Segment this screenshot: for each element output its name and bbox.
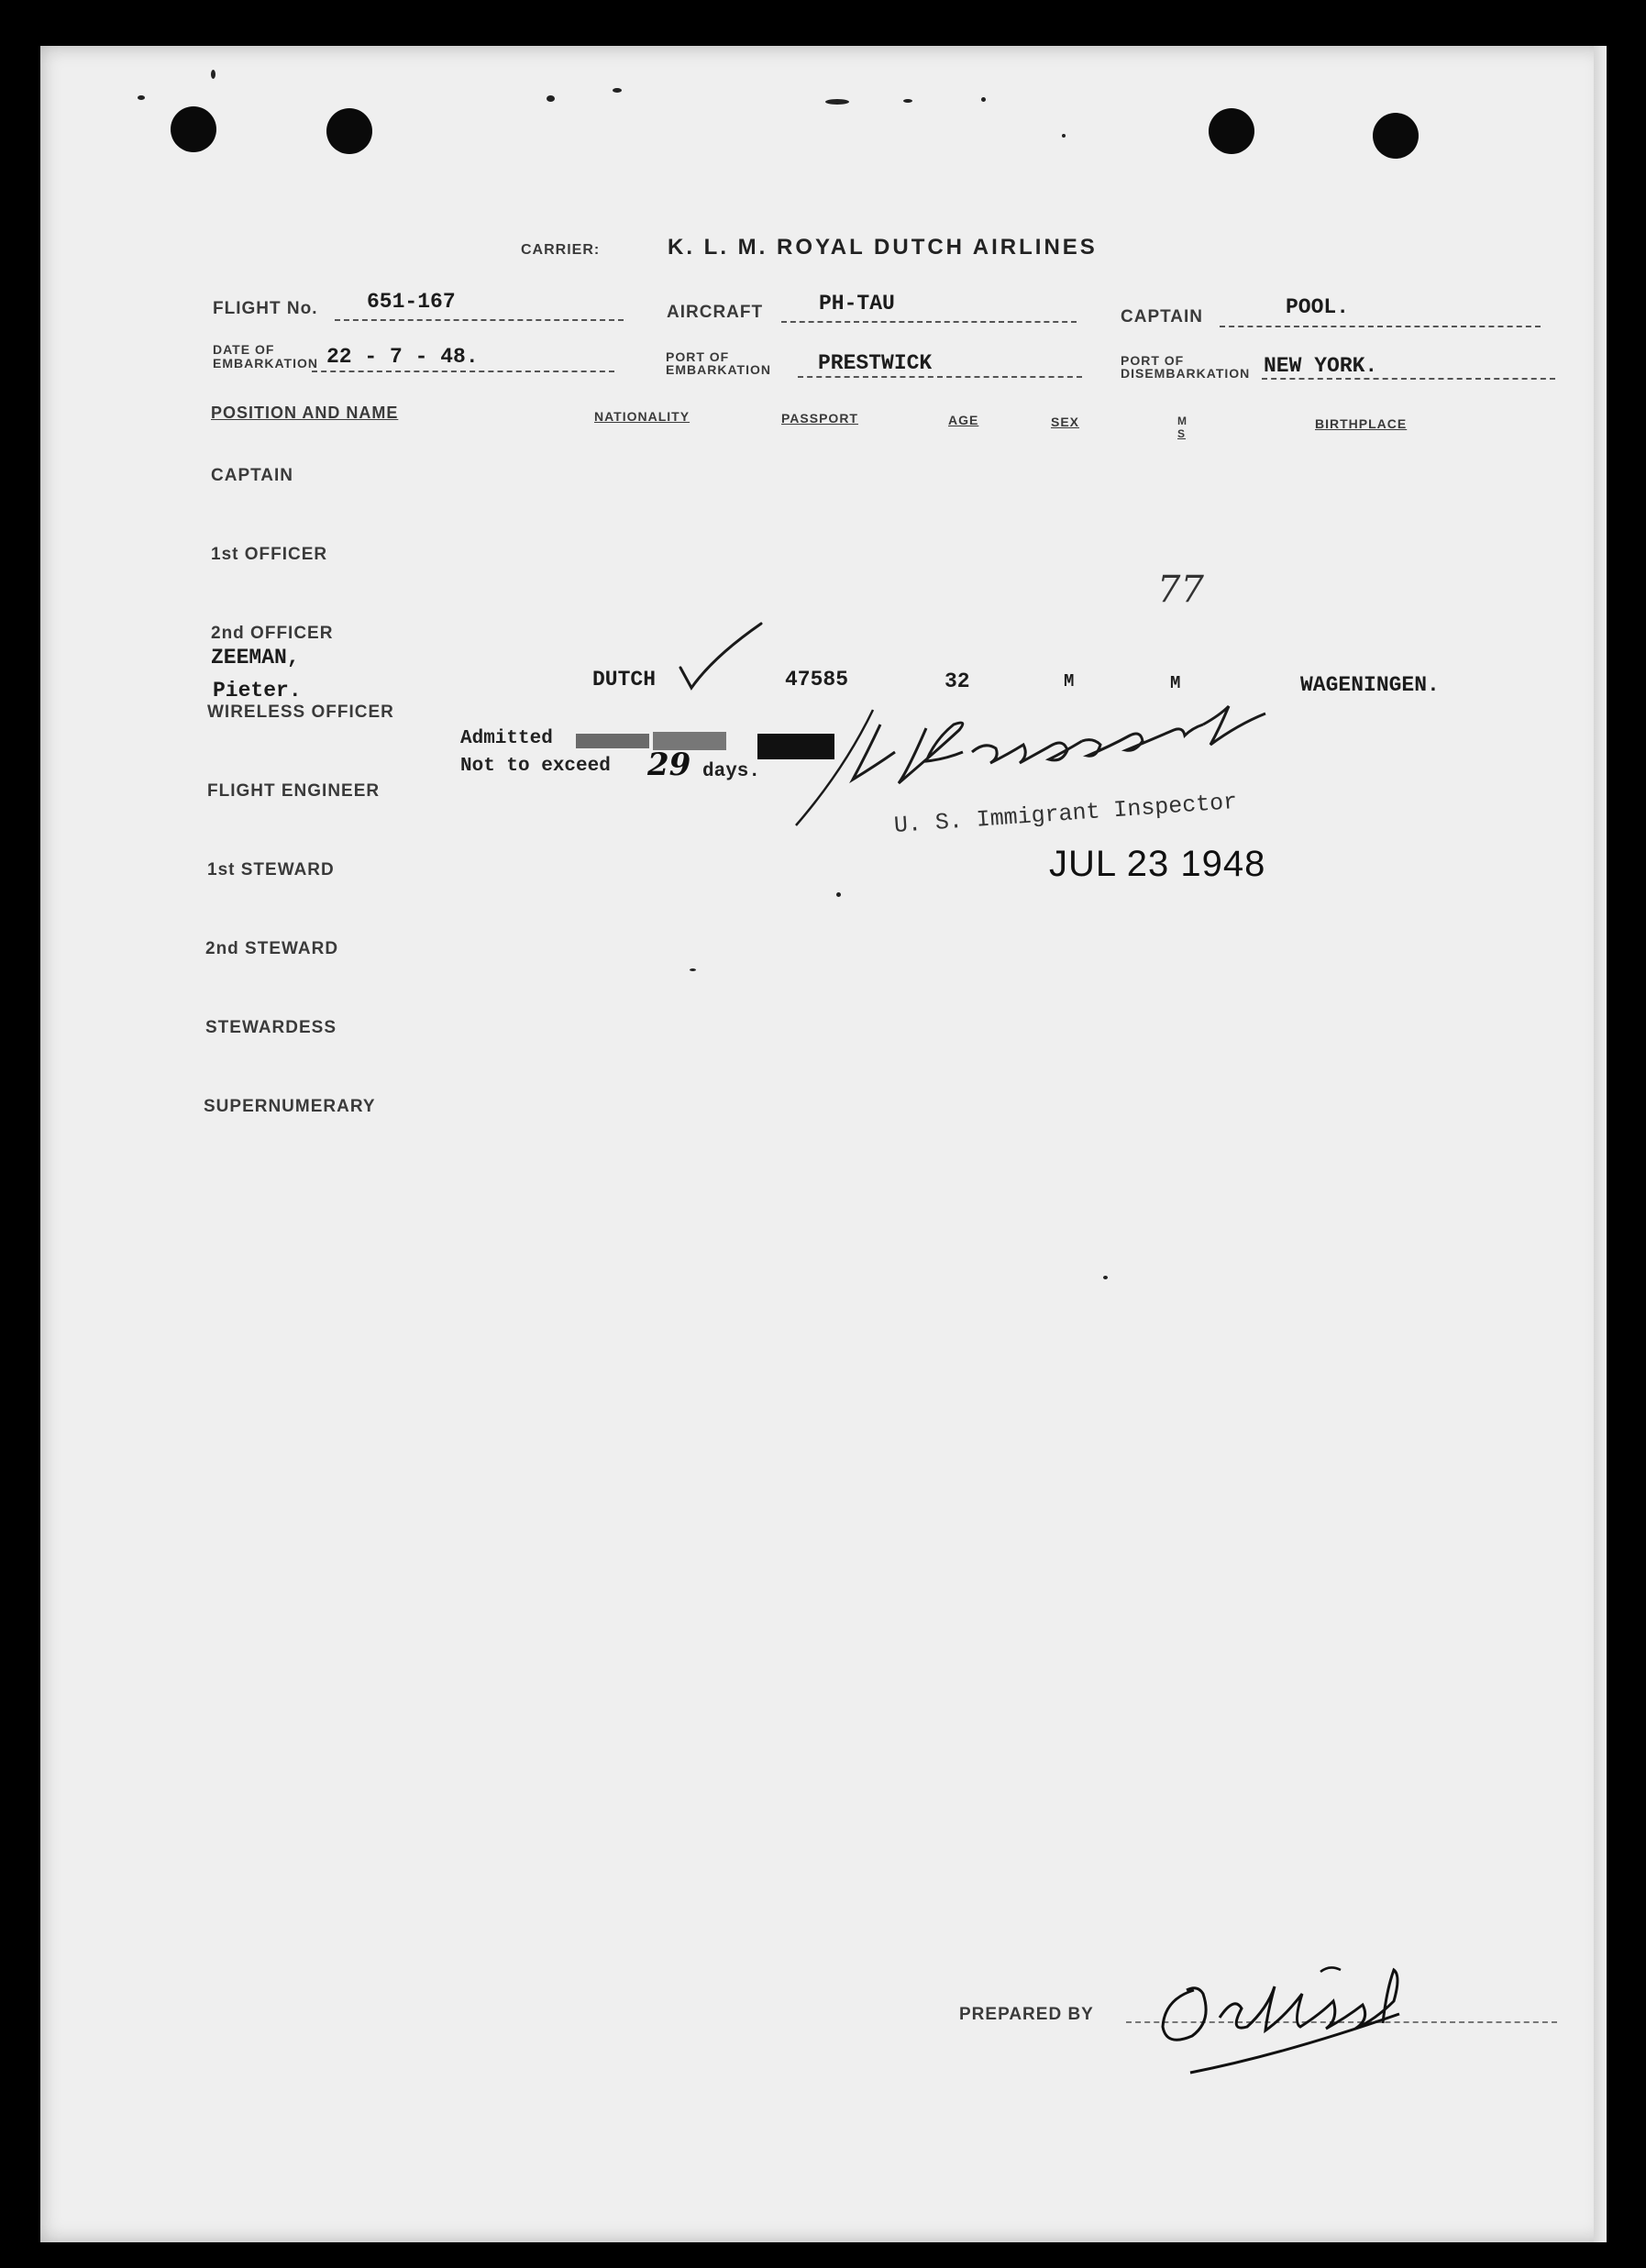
position-stewardess: STEWARDESS [205, 1018, 337, 1037]
captain-label: CAPTAIN [1121, 307, 1204, 326]
aircraft-value: PH-TAU [819, 292, 895, 315]
punch-hole [1209, 108, 1254, 154]
port-embarkation-line [798, 376, 1082, 378]
date-embarkation-value: 22 - 7 - 48. [326, 345, 479, 369]
position-first-officer: 1st OFFICER [211, 545, 328, 564]
speck [138, 95, 145, 100]
carrier-value: K. L. M. ROYAL DUTCH AIRLINES [668, 235, 1098, 260]
speck [903, 99, 912, 103]
date-embarkation-label-1: DATE OF [213, 342, 275, 357]
col-passport: PASSPORT [781, 411, 858, 426]
date-embarkation-label-2: EMBARKATION [213, 356, 318, 371]
aircraft-label: AIRCRAFT [667, 303, 764, 322]
crew-birthplace: WAGENINGEN. [1300, 673, 1440, 697]
crew-surname: ZEEMAN, [211, 646, 300, 669]
speck [211, 70, 215, 79]
pencil-number: 77 [1157, 569, 1204, 611]
crew-marital: M [1170, 673, 1181, 693]
redacted-block [576, 734, 649, 748]
speck [547, 95, 555, 102]
position-captain: CAPTAIN [211, 466, 294, 485]
stamp-date: JUL 23 1948 [1049, 844, 1266, 884]
port-disembarkation-line [1262, 378, 1555, 380]
port-disembarkation-label-1: PORT OF [1121, 353, 1185, 368]
punch-hole [171, 106, 216, 152]
admitted-line-1: Admitted [460, 728, 553, 749]
col-birthplace: BIRTHPLACE [1315, 416, 1408, 431]
flight-no-line [335, 319, 624, 321]
col-marital-1: M [1177, 415, 1188, 427]
port-embarkation-value: PRESTWICK [818, 351, 933, 375]
crew-passport: 47585 [785, 668, 849, 691]
punch-hole [326, 108, 372, 154]
prepared-by-signature [1146, 1953, 1440, 2082]
crew-nationality: DUTCH [592, 668, 657, 691]
carrier-label: CARRIER: [521, 242, 601, 258]
col-sex: SEX [1051, 415, 1080, 429]
captain-line [1220, 326, 1541, 327]
check-mark-icon [677, 620, 768, 695]
date-embarkation-line [312, 371, 614, 372]
admitted-days-suffix: days. [702, 761, 761, 782]
col-nationality: NATIONALITY [594, 409, 690, 424]
port-embarkation-label-1: PORT OF [666, 349, 730, 364]
col-age: AGE [948, 413, 979, 427]
port-disembarkation-value: NEW YORK. [1264, 354, 1378, 378]
speck [836, 892, 841, 897]
speck [981, 97, 986, 102]
inspector-title: U. S. Immigrant Inspector [892, 788, 1239, 839]
crew-given-name: Pieter. [213, 679, 302, 703]
admitted-days-handwritten: 29 [647, 747, 691, 783]
aircraft-line [781, 321, 1077, 323]
position-second-officer: 2nd OFFICER [211, 624, 334, 643]
speck [613, 88, 622, 93]
port-embarkation-label-2: EMBARKATION [666, 362, 771, 377]
flight-no-value: 651-167 [367, 290, 456, 314]
speck [825, 99, 849, 105]
prepared-by-label: PREPARED BY [959, 2005, 1094, 2024]
position-wireless-officer: WIRELESS OFFICER [207, 703, 394, 722]
speck [1103, 1276, 1108, 1279]
flight-no-label: FLIGHT No. [213, 299, 318, 318]
sheet-edge-shadow [1594, 46, 1607, 2242]
crew-sex: M [1064, 671, 1075, 691]
position-first-steward: 1st STEWARD [207, 860, 335, 880]
punch-hole [1373, 113, 1419, 159]
position-supernumerary: SUPERNUMERARY [204, 1097, 376, 1116]
captain-value: POOL. [1286, 295, 1350, 319]
position-flight-engineer: FLIGHT ENGINEER [207, 781, 381, 801]
speck [1062, 134, 1066, 138]
col-position-and-name: POSITION AND NAME [211, 404, 399, 422]
admitted-line-2: Not to exceed [460, 756, 611, 777]
position-second-steward: 2nd STEWARD [205, 939, 339, 958]
crew-age: 32 [945, 669, 970, 693]
port-disembarkation-label-2: DISEMBARKATION [1121, 366, 1251, 381]
col-marital-2: S [1177, 427, 1187, 440]
speck [690, 968, 696, 971]
